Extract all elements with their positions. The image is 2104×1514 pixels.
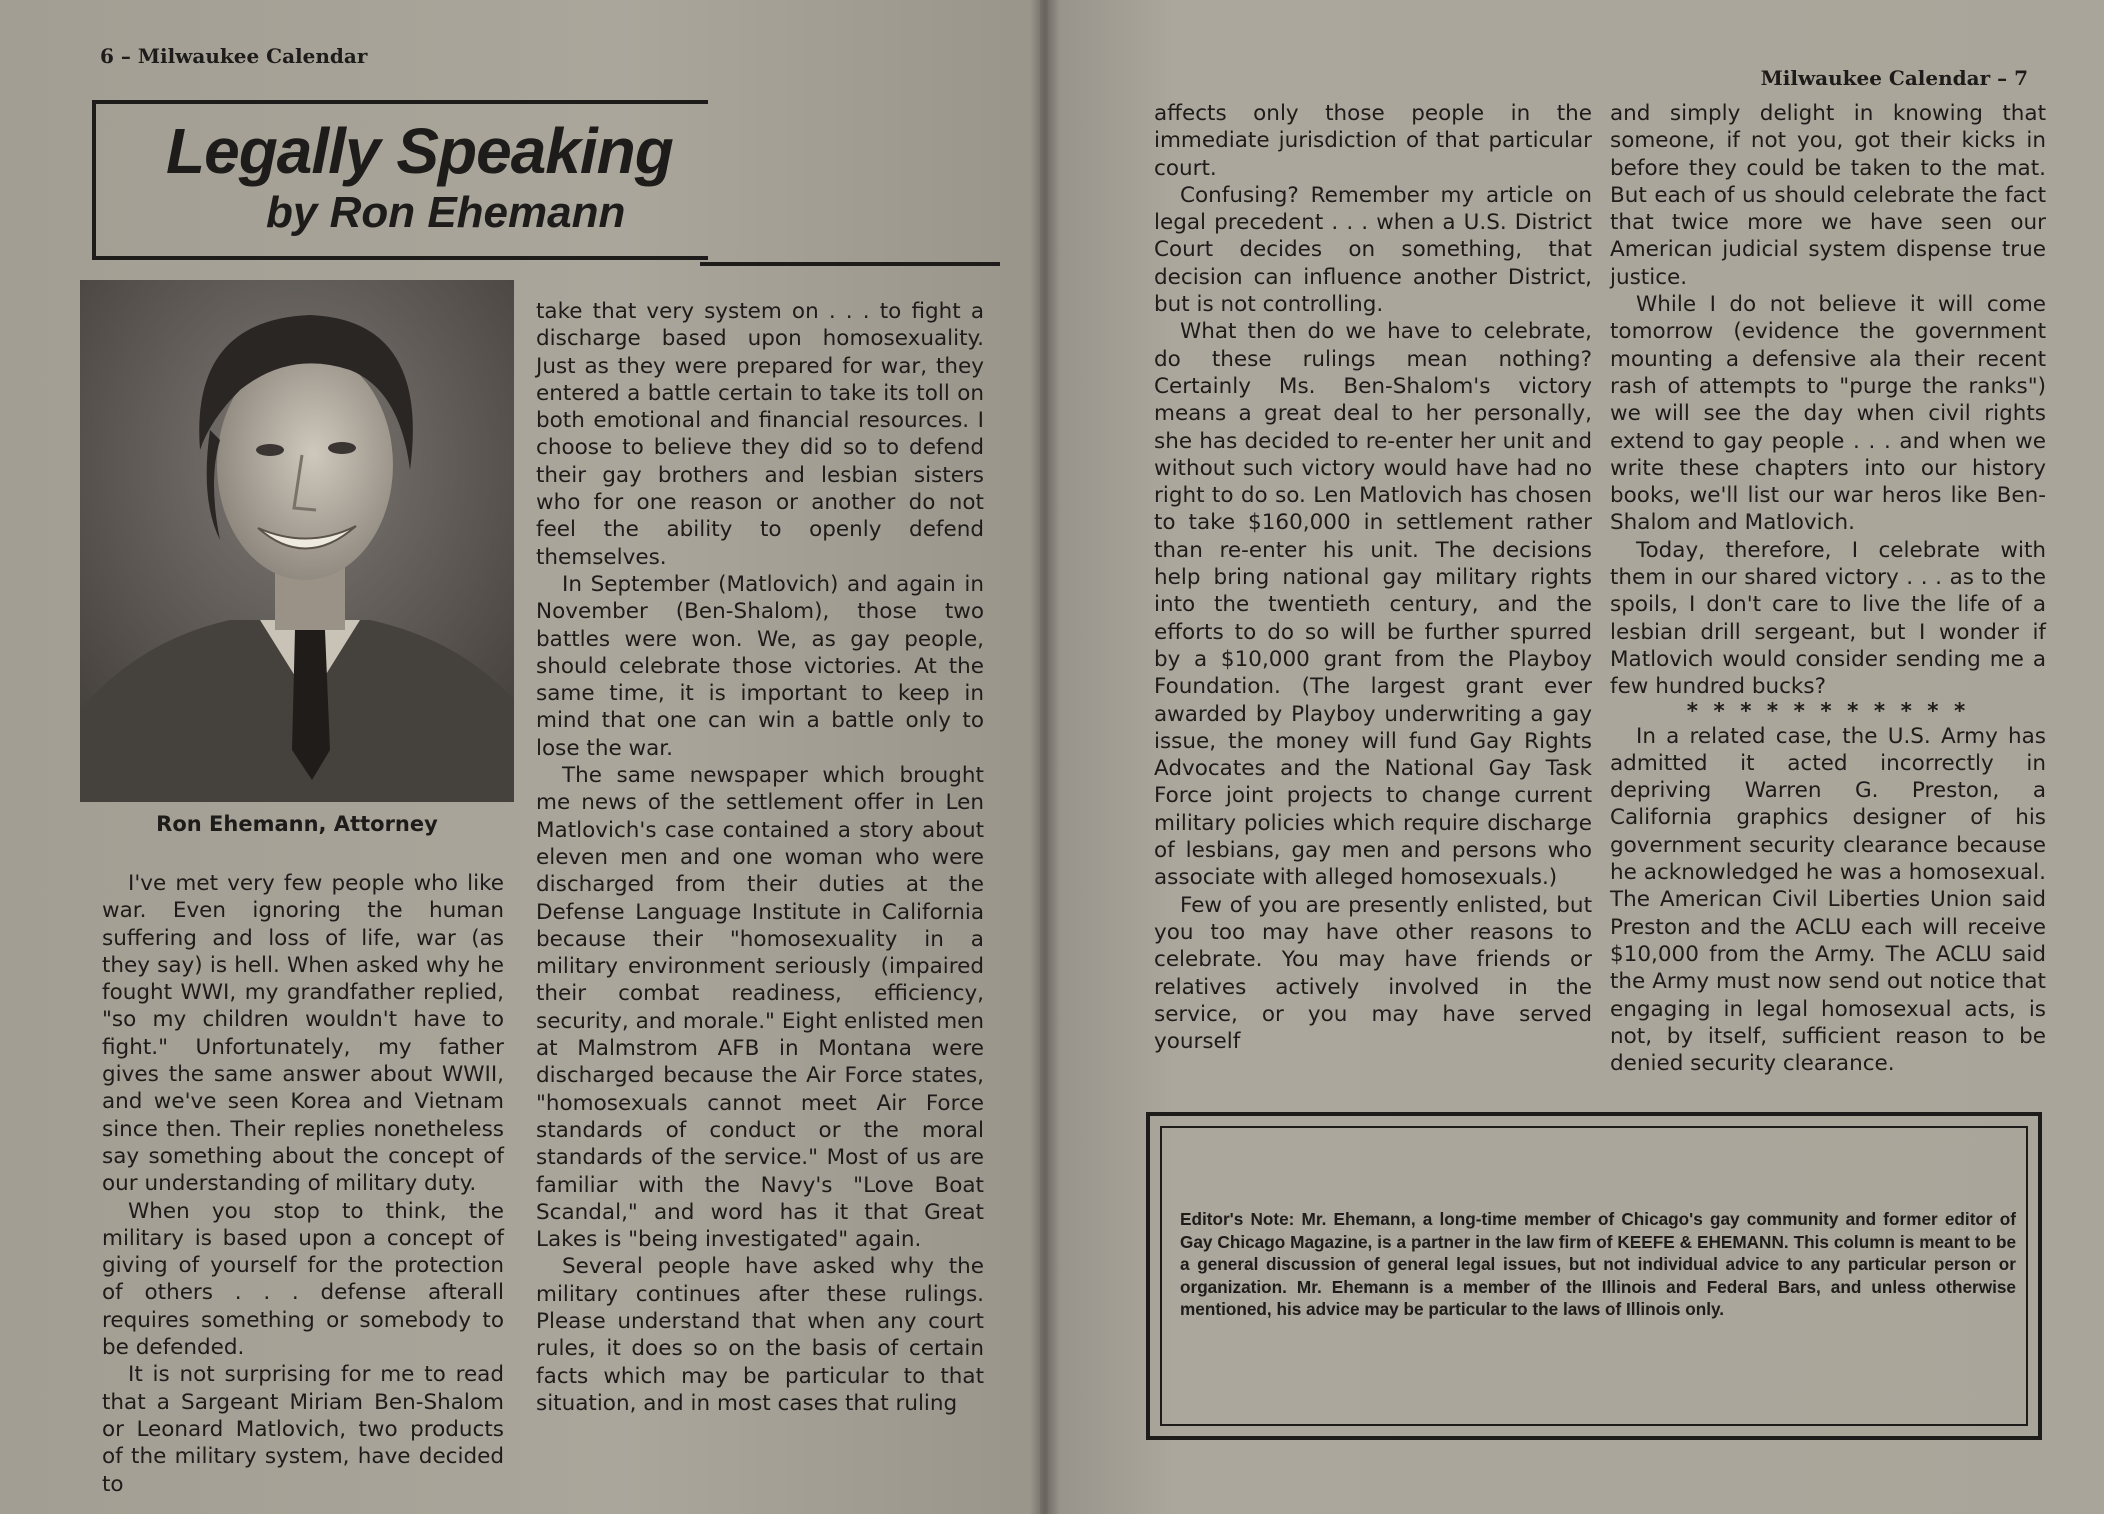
paragraph: I've met very few people who like war. Even ignoring the human suffering and loss of life, war (as they say) is hell. When asked why he fought WWI, my grandfather replied, "so my children wouldn't have to fight." Unfortunately, my father gives the same answer about WWII, and we've seen Korea and Vietnam since then. Their replies nonetheless say something about the concept of our understanding of military duty. — [102, 871, 504, 1197]
paragraph: What then do we have to celebrate, do these rulings mean nothing? Certainly Ms. Ben-Shalom's victory means a great deal to her personally, she has decided to re-enter her unit and without such victory would have had no right to do so. Len Matlovich has chosen to take $160,000 in settlement rather than re-enter his unit. The decisions help bring national gay military rights into the twentieth century, and the efforts to do so will be further spurred by a $10,000 grant from the Playboy Foundation. (The largest grant ever awarded by Playboy underwriting a gay issue, the money will fund Gay Rights Advocates and the National Gay Task Force joint projects to change current military policies which require discharge of lesbians, gay men and persons who associate with alleged homosexuals.) — [1154, 319, 1592, 891]
paragraph: When you stop to think, the military is based upon a concept of giving of yourself for the protection of others . . . defense afterall requires something or somebody to be defended. — [102, 1198, 504, 1361]
left-page — [0, 0, 1040, 1514]
paragraph: Few of you are presently enlisted, but you too may have other reasons to celebrate. You may have friends or relatives actively involved in the service, or you may have served yourself — [1154, 892, 1592, 1055]
paragraph: In September (Matlovich) and again in November (Ben-Shalom), those two battles were won. We, as gay people, should celebrate those victories. At the same time, it is important to keep in mind that one can win a battle only to lose the war. — [536, 571, 984, 761]
right-folio: Milwaukee Calendar – 7 — [1760, 66, 2028, 90]
paragraph: The same newspaper which brought me news of the settlement offer in Len Matlovich's case contained a story about eleven men and one woman who were discharged from their duties at the Defense Language Institute in California because their "homosexuality in a military environment seriously (impaired their combat readiness, efficiency, security, and morale." Eight enlisted men at Malmstrom AFB in Montana were discharged because the Air Force states, "homosexuals cannot meet Air Force standards of conduct or the moral standards of the service." Most of us are familiar with the Navy's "Love Boat Scandal," and word has it that Great Lakes is "being investigated" again. — [536, 763, 984, 1253]
article-column-1 — [102, 870, 504, 1498]
title-rule — [700, 262, 1000, 266]
article-column-3 — [1154, 100, 1592, 1055]
paragraph: take that very system on . . . to fight a discharge based upon homosexuality. Just as they were prepared for war, they entered a battle certain to take its toll on both emotional and financial resources. I choose to believe they did so to defend their gay brothers and lesbian sisters who for one reason or another do not feel the ability to openly defend themselves. — [536, 299, 984, 570]
article-column-2 — [536, 298, 984, 1417]
paragraph: and simply delight in knowing that someone, if not you, got their kicks in before they could be taken to the mat. But each of us should celebrate the fact that twice more we have seen our American judicial system dispense true justice. — [1610, 101, 2046, 290]
section-separator: * * * * * * * * * * * — [1686, 698, 1970, 724]
left-folio: 6 – Milwaukee Calendar — [100, 44, 368, 68]
title-box — [92, 100, 708, 260]
column-title: Legally Speaking — [166, 115, 673, 187]
paragraph: In a related case, the U.S. Army has admitted it acted incorrectly in depriving Warren G. Preston, a California graphics designer of his government security clearance because he acknowledged he was a homosexual. The American Civil Liberties Union said Preston and the ACLU each will receive $10,000 from the Army. The ACLU said the Army must now send out notice that engaging in legal homosexual acts, is not, by itself, sufficient reason to be denied security clearance. — [1610, 723, 2046, 1077]
editor-note: Editor's Note: Mr. Ehemann, a long-time member of Chicago's gay community and former editor of Gay Chicago Magazine, is a partner in the law firm of KEEFE & EHEMANN. This column is meant to be a general discussion of general legal issues, but not individual advice to any particular person or organization. Mr. Ehemann is a member of the Illinois and Federal Bars, and unless otherwise mentioned, his advice may be particular to the laws of Illinois only. — [1180, 1209, 2016, 1320]
photo-caption: Ron Ehemann, Attorney — [156, 812, 438, 836]
author-photo — [80, 280, 514, 802]
paragraph: Today, therefore, I celebrate with them in our shared victory . . . as to the spoils, I don't care to live the life of a lesbian drill sergeant, but I wonder if Matlovich would consider sending me a few hundred bucks? — [1610, 537, 2046, 700]
page-gutter — [1030, 0, 1060, 1514]
paragraph: It is not surprising for me to read that a Sargeant Miriam Ben-Shalom or Leonard Matlovich, two products of the military system, have decided to — [102, 1362, 504, 1497]
paragraph: affects only those people in the immediate jurisdiction of that particular court. — [1154, 101, 1592, 181]
article-column-4 — [1610, 100, 2046, 1077]
column-byline: by Ron Ehemann — [266, 188, 626, 237]
author-portrait-illustration — [80, 280, 514, 802]
paragraph: While I do not believe it will come tomorrow (evidence the government mounting a defensive ala their recent rash of attempts to "purge the ranks") we will see the day when civil rights extend to gay people . . . and when we write these chapters into our history books, we'll list our war heros like Ben-Shalom and Matlovich. — [1610, 292, 2046, 536]
paragraph: Several people have asked why the military continues after these rulings. Please understand that when any court rules, it does so on the basis of certain facts which may be particular to that situation, and in most cases that ruling — [536, 1254, 984, 1416]
paragraph: Confusing? Remember my article on legal precedent . . . when a U.S. District Court decides on something, that decision can influence another District, but is not controlling. — [1154, 182, 1592, 318]
